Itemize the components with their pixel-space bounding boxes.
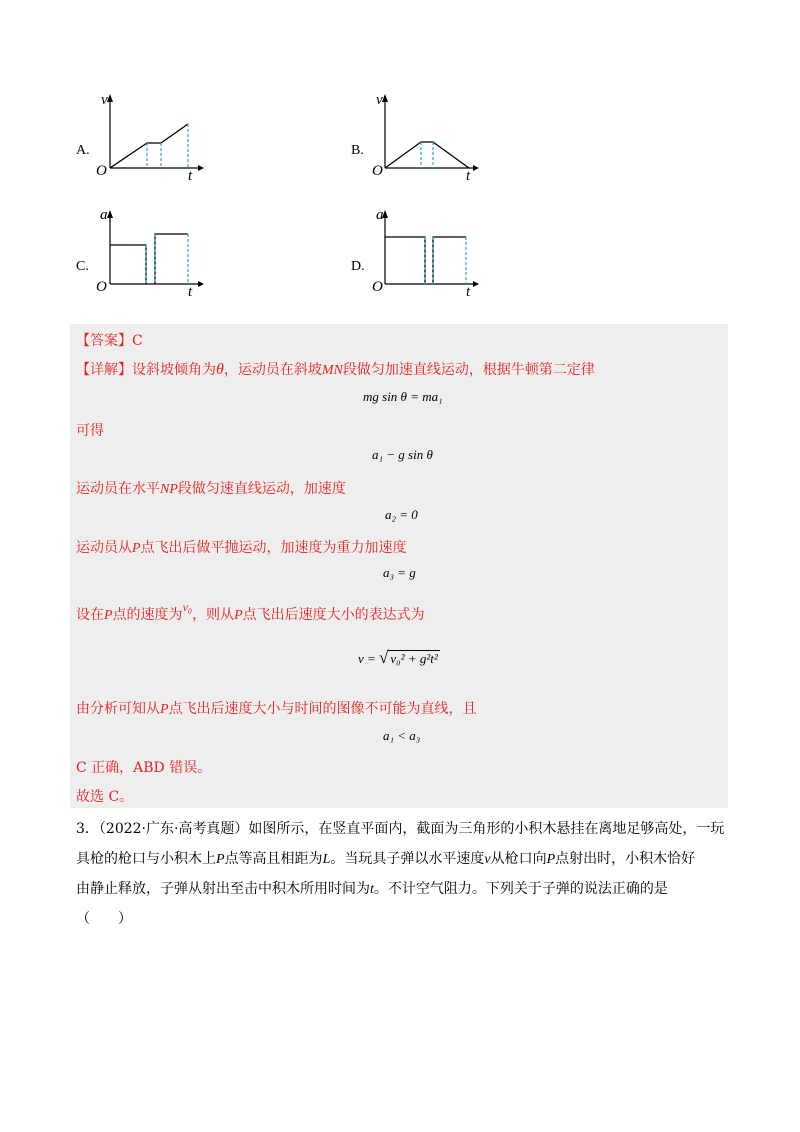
segment-np: NP — [160, 482, 178, 497]
formula-a1: a₁ − g sin θ — [372, 447, 433, 462]
question-3-line-3 — [76, 878, 668, 898]
answer-line — [76, 330, 143, 350]
detail-text: 点的速度为 — [112, 607, 183, 623]
detail-line-2: 可得 — [76, 423, 104, 439]
velocity-v: v — [484, 852, 491, 867]
detail-text: 设在 — [76, 607, 104, 623]
graph-a-xaxis-label: t — [188, 168, 193, 184]
graph-b-origin-label: O — [372, 163, 383, 179]
point-p: P — [216, 852, 225, 867]
detail-text: 运动员在水平 — [76, 481, 160, 497]
segment-mn: MN — [321, 363, 343, 378]
graph-a-yaxis-label: v — [101, 92, 108, 108]
detail-line-8: 故选 C。 — [76, 789, 134, 805]
option-d-label: D. — [351, 259, 365, 274]
distance-l: L — [322, 852, 331, 867]
graph-d-yaxis-label: a — [376, 207, 384, 223]
graph-b — [369, 88, 479, 184]
detail-text: 点飞出后做平抛运动，加速度为重力加速度 — [140, 540, 407, 556]
point-p: P — [234, 608, 243, 623]
graph-c-yaxis-label: a — [100, 207, 108, 223]
detail-text: 段做匀速直线运动，加速度 — [177, 481, 346, 497]
point-p: P — [104, 608, 113, 623]
time-t: t — [370, 882, 374, 897]
detail-line-5 — [76, 600, 425, 624]
point-p: P — [546, 852, 556, 867]
detail-tag: 【详解】 — [76, 362, 132, 378]
graph-d — [369, 204, 479, 300]
detail-text: 设斜坡倾角为 — [132, 362, 216, 378]
option-c-label: C. — [76, 259, 89, 274]
sqrt-icon: √ — [379, 648, 389, 667]
formula-compare: a₁ < a₃ — [383, 728, 421, 743]
question-text: 。不计空气阻力。下列关于子弹的说法正确的是 — [373, 881, 668, 897]
formula-newton: mg sin θ = ma₁ — [363, 389, 443, 404]
detail-text: ，则从 — [192, 607, 235, 623]
question-3-line-1: 3．（2022·广东·高考真题）如图所示，在竖直平面内，截面为三角形的小积木悬挂在离地足够高处，一玩 — [76, 821, 725, 837]
answer-value: C — [132, 333, 143, 349]
detail-text: 段做匀加速直线运动，根据牛顿第二定律 — [342, 362, 595, 378]
formula-velocity — [358, 648, 440, 668]
detail-text: 点飞出后速度大小的表达式为 — [242, 607, 425, 623]
graph-a-origin-label: O — [96, 163, 107, 179]
question-text: 由静止释放，子弹从射出至击中积木所用时间为 — [76, 881, 370, 897]
question-text: 从枪口向 — [490, 851, 547, 867]
detail-text: 点飞出后速度大小与时间的图像不可能为直线，且 — [168, 701, 477, 717]
formula-a2: a₂ = 0 — [385, 507, 418, 522]
graph-c-xaxis-label: t — [188, 284, 193, 300]
option-a-label: A. — [76, 143, 90, 158]
answer-tag: 【答案】 — [76, 333, 132, 349]
detail-line-1 — [76, 359, 595, 379]
graph-d-origin-label: O — [372, 279, 383, 295]
formula-velocity-radicand: v₀² + g²t² — [390, 651, 438, 666]
question-text: 。当玩具子弹以水平速度 — [330, 851, 485, 867]
graph-b-xaxis-label: t — [466, 168, 471, 184]
detail-text: 运动员从 — [76, 540, 132, 556]
graph-d-xaxis-label: t — [466, 284, 471, 300]
question-text: 点射出时，小积木恰好 — [555, 851, 696, 867]
detail-line-7: C 正确，ABD 错误。 — [76, 760, 212, 776]
v0-symbol: v₀ — [182, 600, 193, 614]
point-p: P — [160, 702, 169, 717]
theta-symbol: θ — [216, 361, 224, 378]
detail-text: 由分析可知从 — [76, 701, 160, 717]
formula-velocity-lhs: v = — [358, 651, 380, 666]
option-b-label: B. — [351, 143, 364, 158]
question-text: 点等高且相距为 — [224, 851, 323, 867]
detail-line-6 — [76, 698, 477, 718]
graph-b-yaxis-label: v — [376, 92, 383, 108]
detail-line-3 — [76, 478, 346, 498]
question-3-answer-blank: （ ） — [76, 911, 132, 927]
detail-text: ，运动员在斜坡 — [223, 362, 322, 378]
formula-a3: a₃ = g — [383, 565, 416, 580]
question-3-line-2 — [76, 848, 695, 868]
question-text: 具枪的枪口与小积木上 — [76, 851, 216, 867]
detail-line-4 — [76, 537, 407, 557]
point-p: P — [132, 541, 141, 556]
graph-c-origin-label: O — [96, 279, 107, 295]
